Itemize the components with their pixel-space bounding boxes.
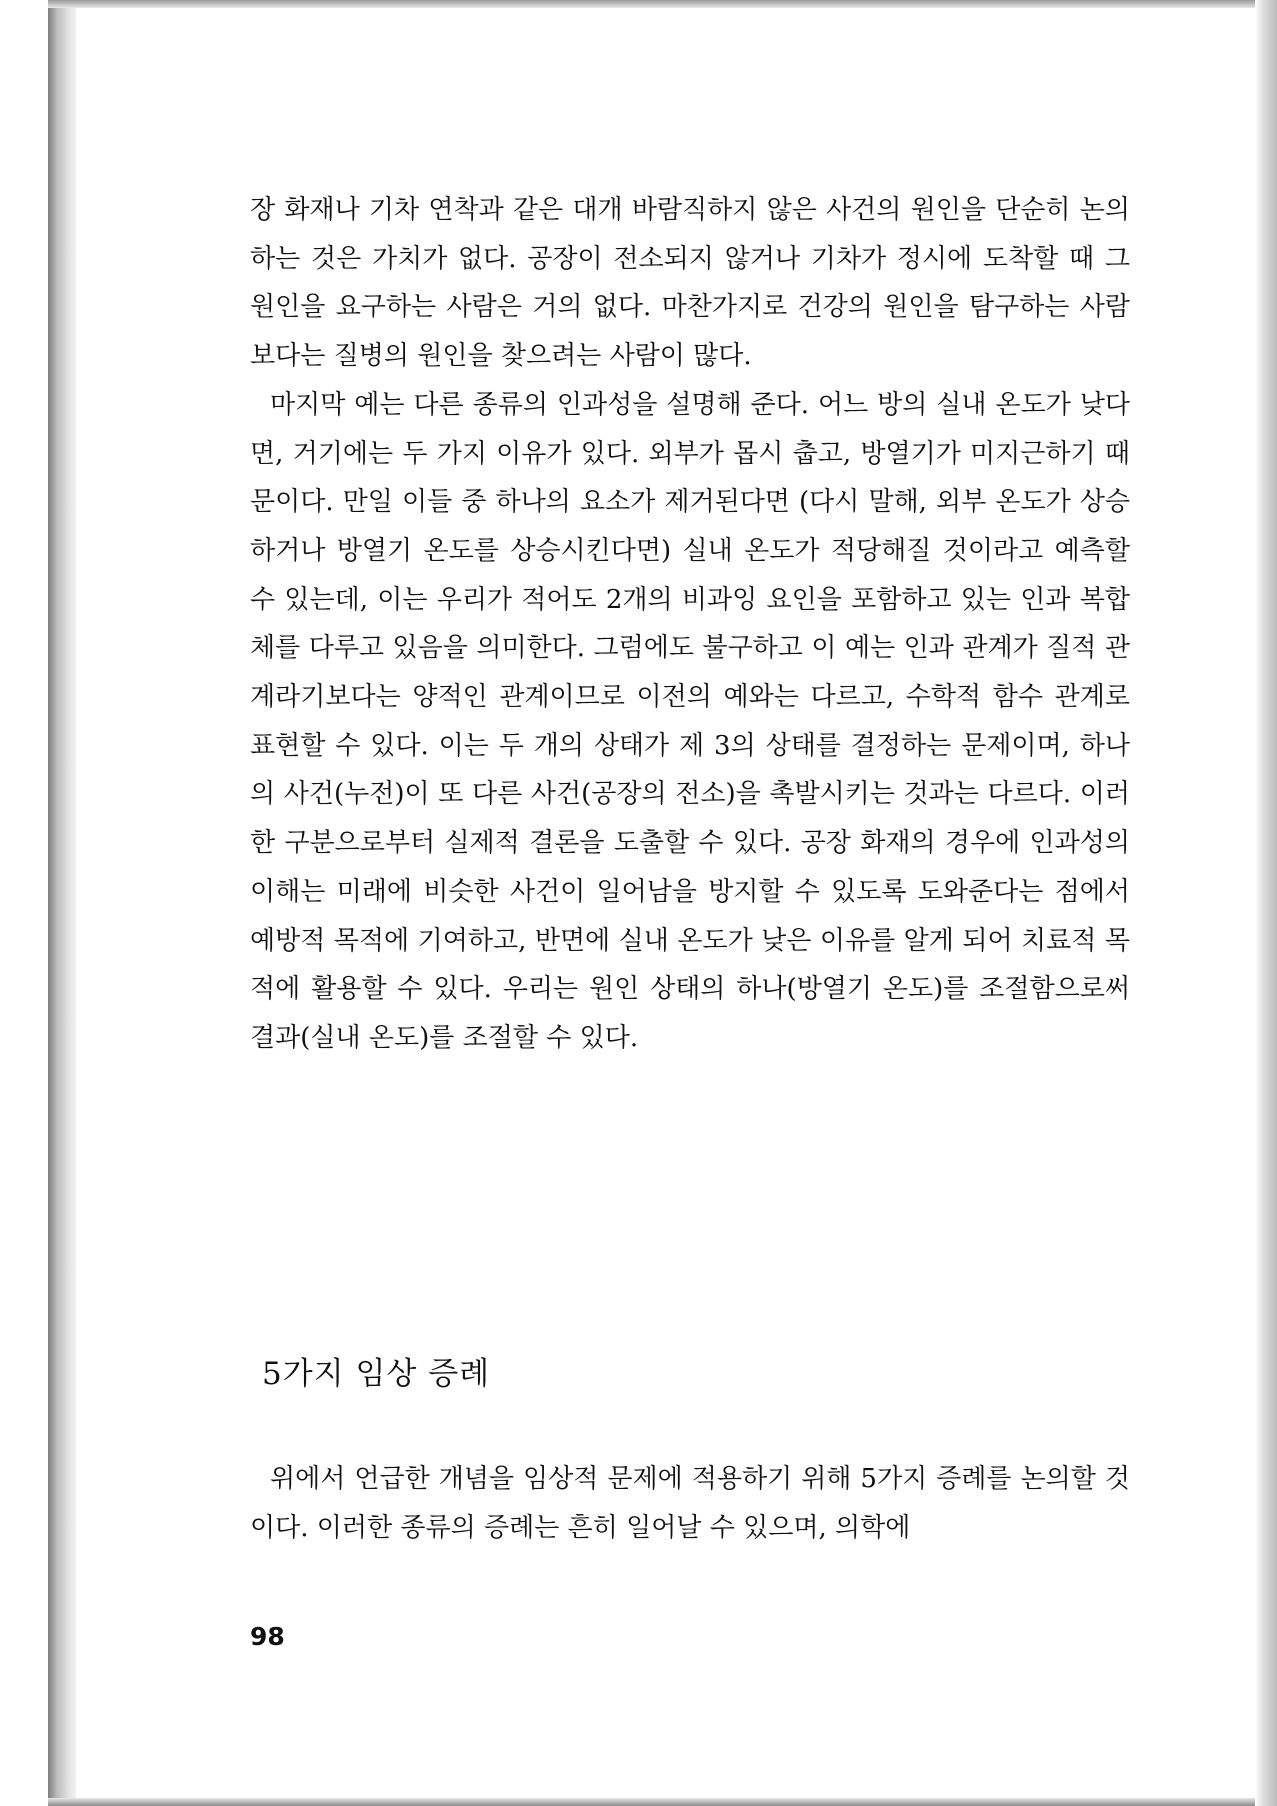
page-top-edge [48,0,1258,8]
page-stack-edge [48,0,78,1806]
paragraph-1: 장 화재나 기차 연착과 같은 대개 바람직하지 않은 사건의 원인을 단순히 논의하는 것은 가치가 없다. 공장이 전소되지 않거나 기차가 정시에 도착할 때 그 원인을 요구하는 사람은 거의 없다. 마찬가지로 건강의 원인을 탐구하는 사람보다는 질병의 원인을 찾으려는 사람이 많다. [250,195,1130,372]
section-title: 5가지 임상 증례 [262,1356,491,1392]
page-right-shadow [1255,0,1277,1806]
section-body-text [250,1455,1130,1552]
page-number: 98 [250,1622,285,1651]
paragraph-2: 마지막 예는 다른 종류의 인과성을 설명해 준다. 어느 방의 실내 온도가 낮다면, 거기에는 두 가지 이유가 있다. 외부가 몹시 춥고, 방열기가 미지근하기 때문이다. 만일 이들 중 하나의 요소가 제거된다면 (다시 말해, 외부 온도가 상승하거나 방열기 온도를 상승시킨다면) 실내 온도가 적당해질 것이라고 예측할 수 있는데, 이는 우리가 적어도 2개의 비과잉 요인을 포함하고 있는 인과 복합체를 다루고 있음을 의미한다. 그럼에도 불구하고 이 예는 인과 관계가 질적 관계라기보다는 양적인 관계이므로 이전의 예와는 다르고, 수학적 함수 관계로 표현할 수 있다. 이는 두 개의 상태가 제 3의 상태를 결정하는 문제이며, 하나의 사건(누전)이 또 다른 사건(공장의 전소)을 촉발시키는 것과는 다르다. 이러한 구분으로부터 실제적 결론을 도출할 수 있다. 공장 화재의 경우에 인과성의 이해는 미래에 비슷한 사건이 일어남을 방지할 수 있도록 도와준다는 점에서 예방적 목적에 기여하고, 반면에 실내 온도가 낮은 이유를 알게 되어 치료적 목적에 활용할 수 있다. 우리는 원인 상태의 하나(방열기 온도)를 조절함으로써 결과(실내 온도)를 조절할 수 있다. [250,389,1130,1053]
section-paragraph: 위에서 언급한 개념을 임상적 문제에 적용하기 위해 5가지 증례를 논의할 것이다. 이러한 종류의 증례는 흔히 일어날 수 있으며, 의학에 [250,1464,1130,1543]
body-text [250,186,1130,1063]
page-bottom-edge [48,1798,1258,1806]
